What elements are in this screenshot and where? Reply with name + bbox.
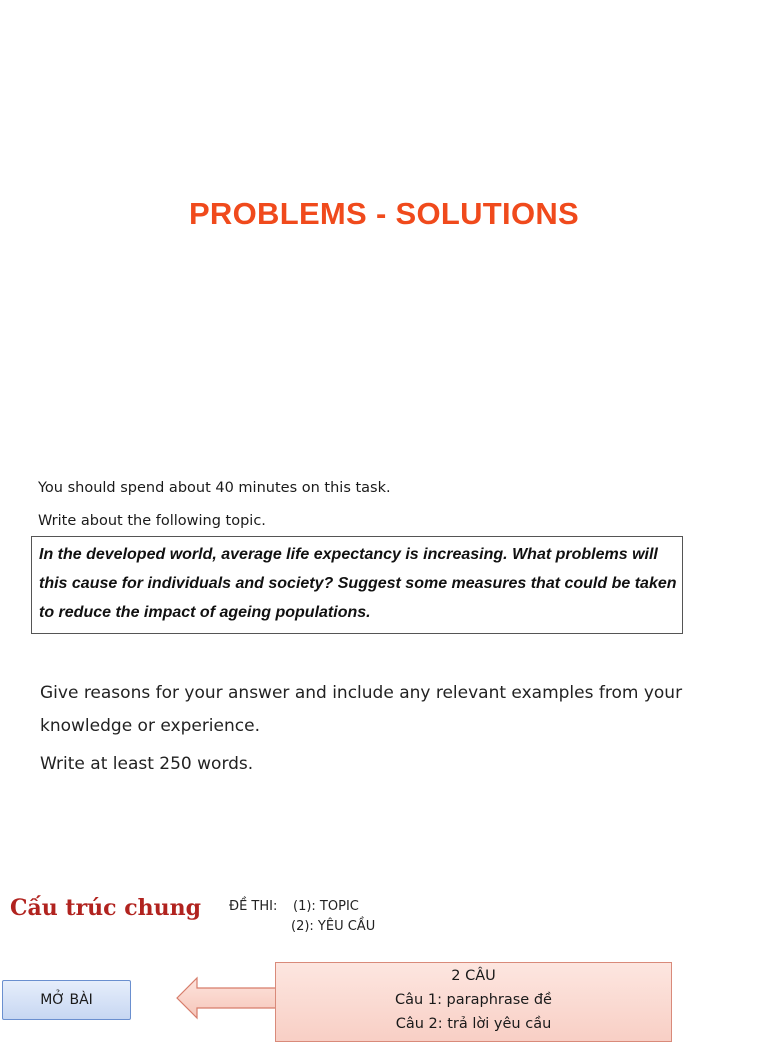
mo-bai-label: MỞ BÀI [40, 992, 93, 1008]
requirement-experience: knowledge or experience. [40, 716, 260, 736]
intro-structure-box [275, 962, 672, 1042]
topic-line: In the developed world, average life expectancy is increasing. What problems will [39, 546, 658, 563]
mo-bai-button[interactable] [2, 980, 131, 1020]
de-thi-label: ĐỀ THI: [229, 899, 278, 914]
intro-sentence-2: Câu 2: trả lời yêu cầu [395, 1016, 552, 1032]
intro-sentence-1: Câu 1: paraphrase đề [395, 992, 552, 1008]
topic-box [31, 536, 683, 634]
page-title: PROBLEMS - SOLUTIONS [188, 196, 580, 231]
requirement-word-count: Write at least 250 words. [40, 754, 254, 774]
intro-sentence-count: 2 CÂU [451, 968, 496, 984]
instruction-time: You should spend about 40 minutes on this task. [38, 480, 391, 496]
topic-line: to reduce the impact of ageing populations. [39, 604, 371, 621]
structure-heading: Cấu trúc chung [10, 895, 201, 921]
instruction-topic: Write about the following topic. [38, 513, 266, 529]
de-thi-requirement: (2): YÊU CẦU [291, 919, 376, 934]
requirement-reasons: Give reasons for your answer and include any relevant examples from your [40, 683, 683, 703]
topic-line: this cause for individuals and society? Suggest some measures that could be taken [39, 575, 677, 592]
left-arrow-icon [175, 976, 279, 1020]
de-thi-topic: (1): TOPIC [293, 899, 359, 914]
